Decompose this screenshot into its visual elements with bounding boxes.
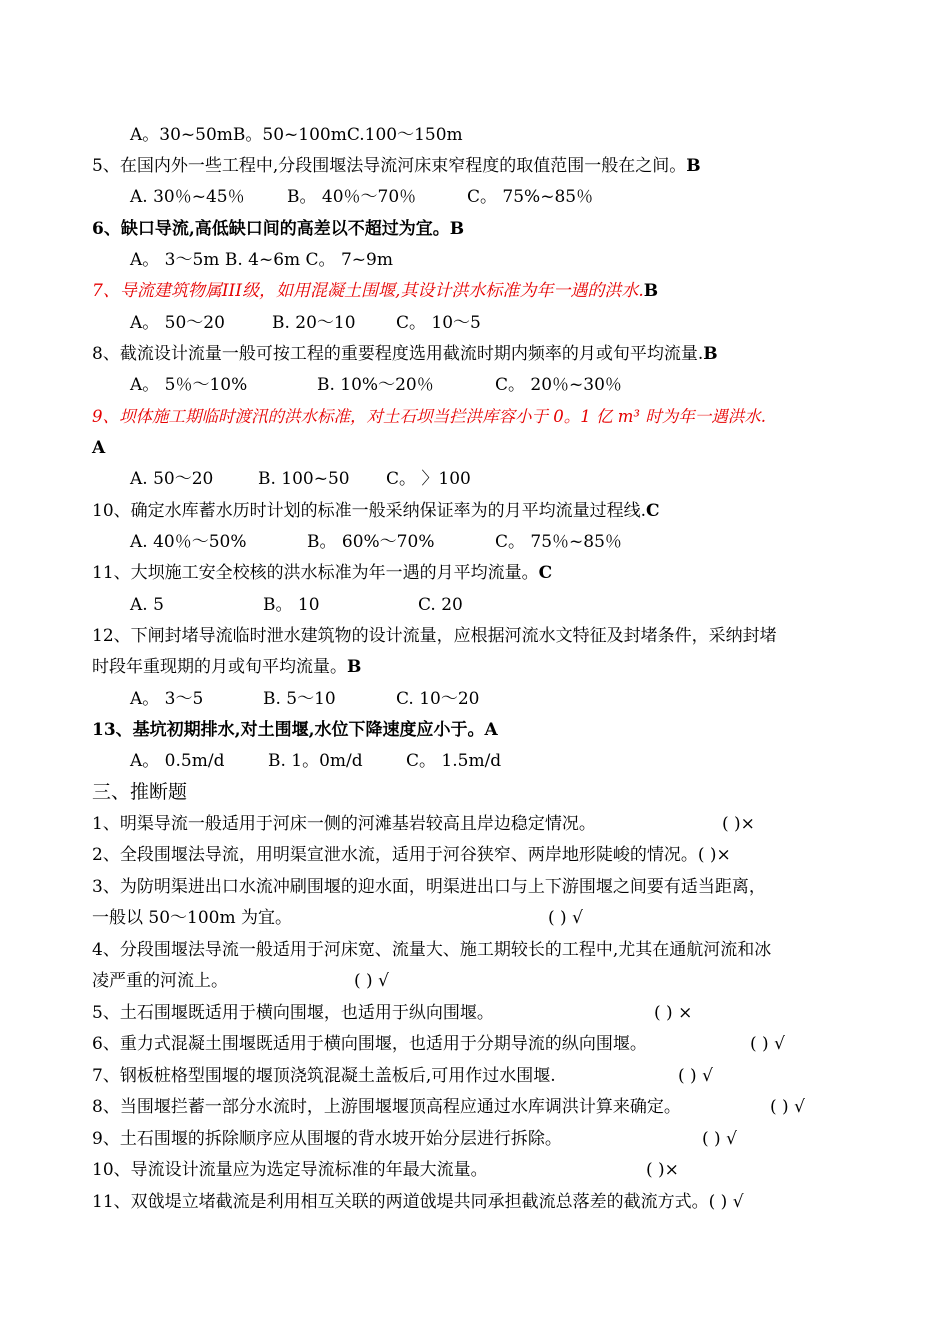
question-6: 6、缺口导流,高低缺口间的高差以不超过为宜。B [92,219,465,239]
option-b: B。 60%～70% [307,532,435,552]
question-5 [92,155,701,177]
option-c: C。 1.5m/d [406,751,502,771]
question-12-options [130,688,479,710]
judgement-1-text: 1、明渠导流一般适用于河床一侧的河滩基岩较高且岸边稳定情况。 [92,814,596,834]
judgement-10-mark: ( )× [646,1160,679,1180]
judgement-5-text: 5、土石围堰既适用于横向围堰，也适用于纵向围堰。 [92,1003,494,1023]
judgement-1-mark: ( )× [722,814,755,834]
question-10-options [130,531,622,553]
option-a: A。 0.5m/d [130,751,225,771]
question-10-text: 10、确定水库蓄水历时计划的标准一般采纳保证率为的月平均流量过程线. [92,501,647,521]
question-10-answer: C [646,501,660,521]
question-9-options [130,468,471,490]
option-a: A。 50～20 [130,313,225,333]
judgement-9-text: 9、土石围堰的拆除顺序应从围堰的背水坡开始分层进行拆除。 [92,1129,562,1149]
question-12-text: 时段年重现期的月或旬平均流量。 [92,657,347,677]
question-13-options [130,750,501,772]
option-c: C。 〉100 [386,469,471,489]
option-a: A。 3～5 [130,689,204,709]
judgement-1 [92,813,755,835]
judgement-4-line-2 [92,970,389,992]
option-c: C. 10～20 [396,689,480,709]
question-5-text: 5、在国内外一些工程中,分段围堰法导流河床束窄程度的取值范围一般在之间。 [92,156,687,176]
question-7-options [130,312,481,334]
question-7 [92,280,658,302]
option-a: A. 30％~45％ [130,187,245,207]
option-a: A. 40％～50% [130,532,247,552]
judgement-7-mark: ( ) √ [678,1066,713,1086]
judgement-3-mark: ( ) √ [548,908,583,928]
judgement-6-mark: ( ) √ [750,1034,785,1054]
option-c: C。 20％~30％ [495,375,622,395]
q4-options: A。30~50mB。50~100mC.100～150m [130,125,463,145]
judgement-5-mark: ( ) × [654,1003,693,1023]
judgement-10 [92,1159,679,1181]
judgement-9-mark: ( ) √ [702,1129,737,1149]
option-b: B. 1。0m/d [268,751,363,771]
question-8-text: 8、截流设计流量一般可按工程的重要程度选用截流时期内频率的月或旬平均流量. [92,344,704,364]
judgement-6-text: 6、重力式混凝土围堰既适用于横向围堰，也适用于分期导流的纵向围堰。 [92,1034,647,1054]
option-c: C。 75%~85％ [467,187,594,207]
option-b: B。 40％～70％ [287,187,417,207]
judgement-9 [92,1128,737,1150]
question-5-answer: B [686,156,701,176]
judgement-7-text: 7、钢板桩格型围堰的堰顶浇筑混凝土盖板后,可用作过水围堰. [92,1066,556,1086]
section-heading: 三、推断题 [92,781,188,803]
option-b: B。 10 [263,595,320,615]
option-a: A. 5 [130,595,164,615]
option-b: B. 20～10 [272,313,356,333]
judgement-4-line-1: 4、分段围堰法导流一般适用于河床宽、流量大、施工期较长的工程中,尤其在通航河流和冰 [92,940,772,960]
option-c: C. 20 [418,595,463,615]
question-12-answer: B [347,657,362,677]
judgement-10-text: 10、导流设计流量应为选定导流标准的年最大流量。 [92,1160,488,1180]
question-10 [92,500,660,522]
question-13: 13、基坑初期排水,对土围堰,水位下降速度应小于。A [92,720,498,740]
option-a: A。 5％～10% [130,375,248,395]
question-6-options: A。 3～5m B. 4~6m C。 7~9m [130,250,393,270]
judgement-8 [92,1096,805,1118]
judgement-2: 2、全段围堰法导流，用明渠宣泄水流，适用于河谷狭窄、两岸地形陡峻的情况。( )× [92,845,731,865]
question-7-text: 7、导流建筑物属III级，如用混凝土围堰,其设计洪水标准为年一遇的洪水. [92,281,644,301]
question-5-options [130,186,593,208]
judgement-3-line-1: 3、为防明渠进出口水流冲刷围堰的迎水面，明渠进出口与上下游围堰之间要有适当距离， [92,877,766,897]
question-8-answer: B [703,344,718,364]
option-b: B. 10%～20％ [317,375,434,395]
question-12-line-1: 12、下闸封堵导流临时泄水建筑物的设计流量，应根据河流水文特征及封堵条件，采纳封堵 [92,626,777,646]
judgement-3-line-2 [92,907,583,929]
question-9: 9、坝体施工期临时渡汛的洪水标准，对土石坝当拦洪库容小于 0。1 亿 m³ 时为年一遇洪水. [92,407,766,426]
judgement-5 [92,1002,693,1024]
judgement-6 [92,1033,785,1055]
judgement-7 [92,1065,713,1087]
judgement-4-text: 凌严重的河流上。 [92,971,228,991]
question-11-options [130,594,463,616]
question-9-answer: A [92,438,106,458]
question-8 [92,343,718,365]
option-c: C。 75％~85％ [495,532,622,552]
judgement-8-mark: ( ) √ [770,1097,805,1117]
option-c: C。 10～5 [396,313,481,333]
question-8-options [130,374,622,396]
judgement-4-mark: ( ) √ [354,971,389,991]
question-11-answer: C [538,563,553,583]
judgement-3-text: 一般以 50～100m 为宜。 [92,908,293,928]
question-12-line-2 [92,656,361,678]
judgement-11: 11、双戗堤立堵截流是利用相互关联的两道戗堤共同承担截流总落差的截流方式。( ) √ [92,1192,744,1212]
question-7-answer: B [643,281,659,301]
judgement-8-text: 8、当围堰拦蓄一部分水流时，上游围堰堰顶高程应通过水库调洪计算来确定。 [92,1097,681,1117]
option-b: B. 5～10 [263,689,336,709]
question-11 [92,562,552,584]
option-b: B. 100~50 [258,469,350,489]
question-11-text: 11、大坝施工安全校核的洪水标准为年一遇的月平均流量。 [92,563,539,583]
option-a: A. 50～20 [130,469,214,489]
